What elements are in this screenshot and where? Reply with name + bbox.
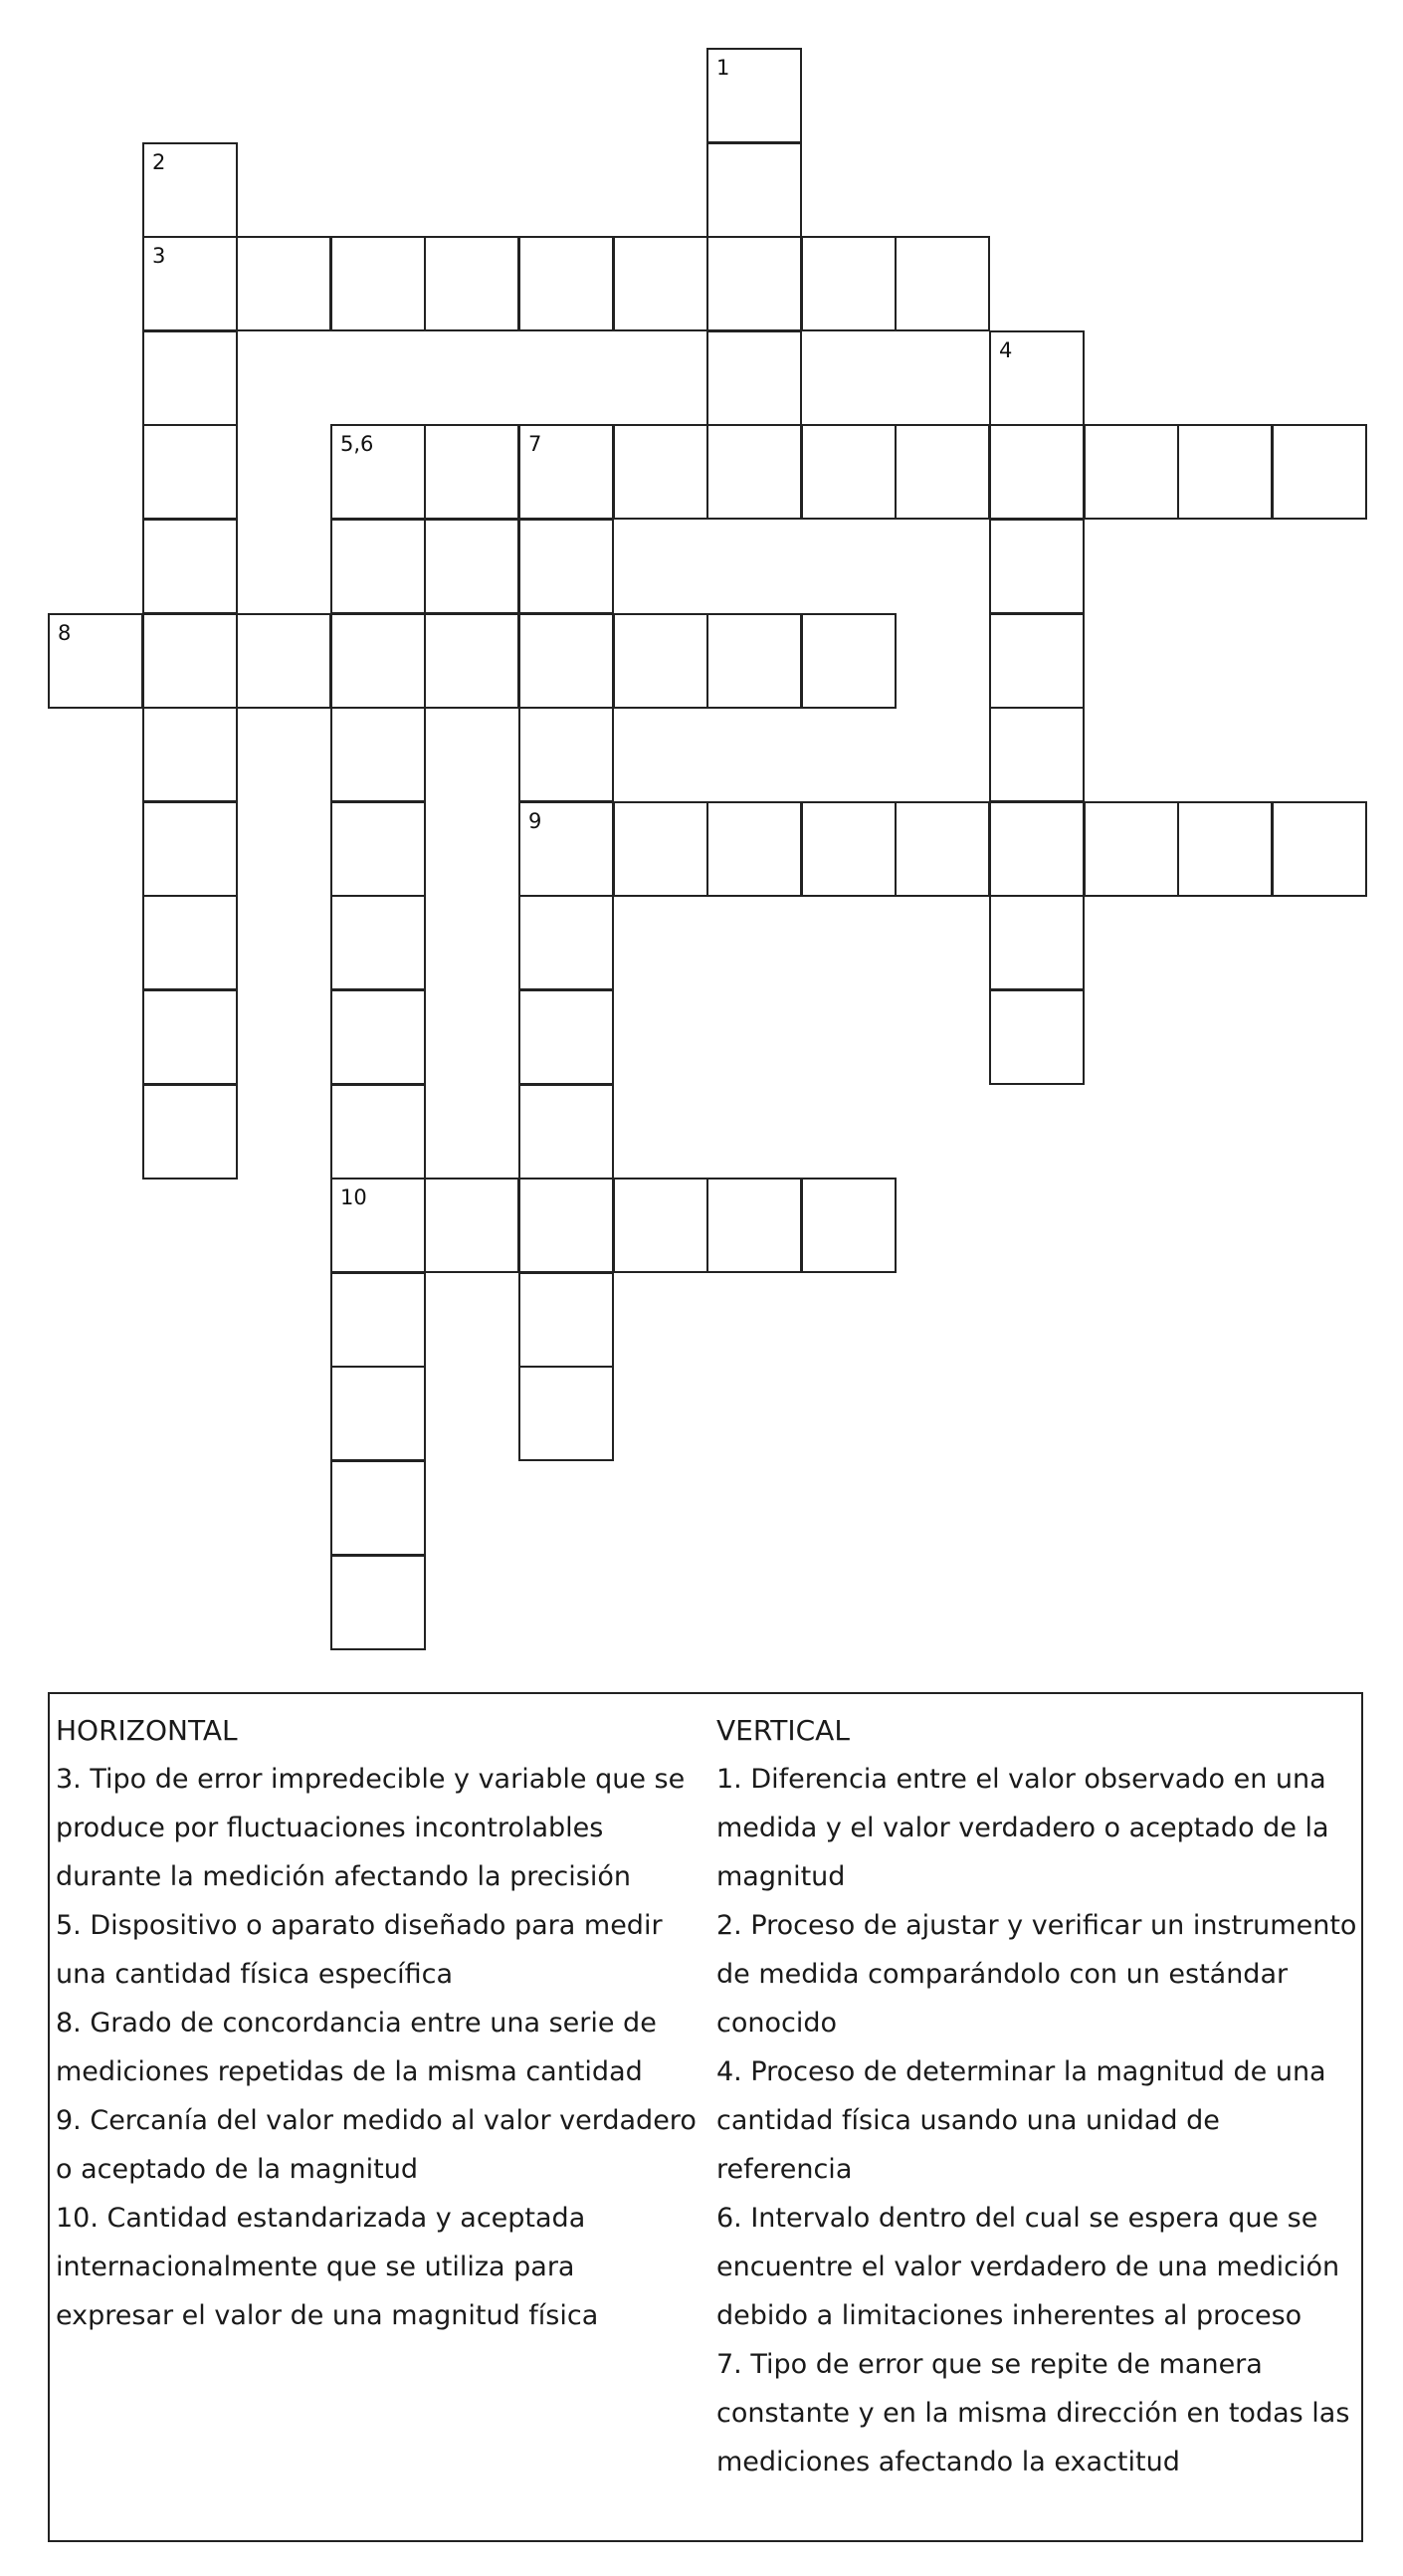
crossword-cell[interactable] — [895, 424, 990, 520]
crossword-cell[interactable] — [142, 424, 238, 520]
crossword-cell[interactable] — [801, 236, 897, 331]
crossword-cell[interactable] — [706, 801, 802, 897]
vertical-title: VERTICAL — [716, 1714, 850, 1747]
crossword-cell[interactable] — [613, 1178, 708, 1273]
crossword-cell[interactable] — [330, 424, 426, 520]
crossword-cell[interactable] — [142, 613, 238, 709]
horizontal-title: HORIZONTAL — [56, 1714, 238, 1747]
crossword-cell[interactable] — [706, 48, 802, 143]
crossword-cell[interactable] — [801, 1178, 897, 1273]
crossword-cell[interactable] — [424, 236, 519, 331]
crossword-cell[interactable] — [424, 1178, 519, 1273]
crossword-cell[interactable] — [706, 330, 802, 426]
clue-number: 7 — [528, 432, 542, 456]
clue-number: 3 — [152, 244, 166, 268]
crossword-cell[interactable] — [330, 236, 426, 331]
crossword-cell[interactable] — [330, 895, 426, 990]
crossword-cell[interactable] — [989, 989, 1085, 1085]
clue-line: o aceptado de la magnitud — [56, 2154, 419, 2185]
clue-line: 5. Dispositivo o aparato diseñado para medir — [56, 1910, 663, 1941]
crossword-cell[interactable] — [989, 707, 1085, 802]
clue-line: expresar el valor de una magnitud física — [56, 2300, 599, 2331]
crossword-cell[interactable] — [142, 707, 238, 802]
clue-line: una cantidad física específica — [56, 1959, 454, 1990]
clue-number: 4 — [999, 338, 1013, 362]
clue-line: constante y en la misma dirección en todas las — [716, 2398, 1350, 2429]
clue-number: 2 — [152, 150, 166, 174]
clue-line: 4. Proceso de determinar la magnitud de una — [716, 2056, 1326, 2087]
clue-line: produce por fluctuaciones incontrolables — [56, 1813, 604, 1843]
crossword-cell[interactable] — [518, 989, 614, 1085]
crossword-cell[interactable] — [613, 801, 708, 897]
crossword-cell[interactable] — [706, 613, 802, 709]
crossword-cell[interactable] — [330, 989, 426, 1085]
crossword-cell[interactable] — [1272, 424, 1367, 520]
crossword-cell[interactable] — [1177, 801, 1273, 897]
crossword-cell[interactable] — [424, 519, 519, 614]
clue-line: de medida comparándolo con un estándar — [716, 1959, 1289, 1990]
crossword-cell[interactable] — [330, 1460, 426, 1556]
horizontal-clues — [56, 1706, 702, 2340]
crossword-cell[interactable] — [706, 142, 802, 238]
crossword-cell[interactable] — [989, 895, 1085, 990]
crossword-cell[interactable] — [330, 519, 426, 614]
crossword-cell[interactable] — [989, 519, 1085, 614]
clue-number: 8 — [58, 621, 72, 645]
crossword-cell[interactable] — [518, 519, 614, 614]
crossword-cell[interactable] — [895, 801, 990, 897]
crossword-cell[interactable] — [801, 801, 897, 897]
crossword-cell[interactable] — [801, 424, 897, 520]
crossword-cell[interactable] — [518, 1272, 614, 1368]
crossword-cell[interactable] — [613, 236, 708, 331]
clue-line: durante la medición afectando la precisión — [56, 1861, 631, 1892]
crossword-cell[interactable] — [142, 236, 238, 331]
crossword-cell[interactable] — [48, 613, 143, 709]
crossword-cell[interactable] — [613, 613, 708, 709]
clues-panel — [48, 1692, 1363, 2542]
vertical-clues — [716, 1706, 1359, 2486]
crossword-cell[interactable] — [1177, 424, 1273, 520]
clue-line: referencia — [716, 2154, 853, 2185]
clue-line: 2. Proceso de ajustar y verificar un instrumento — [716, 1910, 1357, 1941]
clue-number: 10 — [340, 1185, 367, 1209]
crossword-cell[interactable] — [1084, 424, 1179, 520]
clue-line: mediciones repetidas de la misma cantidad — [56, 2056, 643, 2087]
crossword-cell[interactable] — [424, 424, 519, 520]
crossword-cell[interactable] — [518, 1084, 614, 1180]
clue-line: mediciones afectando la exactitud — [716, 2447, 1180, 2477]
crossword-cell[interactable] — [236, 236, 331, 331]
clue-line: 7. Tipo de error que se repite de manera — [716, 2349, 1263, 2380]
clue-line: cantidad física usando una unidad de — [716, 2105, 1220, 2136]
clue-line: 3. Tipo de error impredecible y variable que se — [56, 1764, 686, 1795]
crossword-cell[interactable] — [330, 1272, 426, 1368]
clue-line: conocido — [716, 2008, 837, 2039]
clue-number: 1 — [716, 56, 730, 80]
crossword-cell[interactable] — [142, 330, 238, 426]
crossword-cell[interactable] — [989, 613, 1085, 709]
crossword-cell[interactable] — [330, 613, 426, 709]
crossword-cell[interactable] — [895, 236, 990, 331]
clue-line: 6. Intervalo dentro del cual se espera que se — [716, 2203, 1318, 2234]
crossword-cell[interactable] — [613, 424, 708, 520]
crossword-cell[interactable] — [424, 613, 519, 709]
clue-line: 1. Diferencia entre el valor observado en una — [716, 1764, 1326, 1795]
crossword-cell[interactable] — [1272, 801, 1367, 897]
crossword-cell[interactable] — [706, 1178, 802, 1273]
crossword-cell[interactable] — [330, 707, 426, 802]
crossword-cell[interactable] — [330, 801, 426, 897]
crossword-cell[interactable] — [706, 424, 802, 520]
crossword-cell[interactable] — [142, 895, 238, 990]
crossword-cell[interactable] — [518, 895, 614, 990]
clue-line: 9. Cercanía del valor medido al valor verdadero — [56, 2105, 697, 2136]
clue-number: 9 — [528, 809, 542, 833]
crossword-cell[interactable] — [142, 142, 238, 238]
crossword-cell[interactable] — [142, 1084, 238, 1180]
crossword-cell[interactable] — [518, 236, 614, 331]
clue-line: medida y el valor verdadero o aceptado de la — [716, 1813, 1329, 1843]
crossword-cell[interactable] — [142, 989, 238, 1085]
crossword-cell[interactable] — [801, 613, 897, 709]
crossword-cell[interactable] — [518, 801, 614, 897]
crossword-cell[interactable] — [330, 1084, 426, 1180]
clue-line: encuentre el valor verdadero de una medición — [716, 2252, 1340, 2282]
clue-line: magnitud — [716, 1861, 846, 1892]
crossword-cell[interactable] — [518, 1178, 614, 1273]
crossword-cell[interactable] — [706, 236, 802, 331]
clue-line: 10. Cantidad estandarizada y aceptada — [56, 2203, 586, 2234]
clue-line: internacionalmente que se utiliza para — [56, 2252, 575, 2282]
clue-line: debido a limitaciones inherentes al proceso — [716, 2300, 1303, 2331]
clue-number: 5,6 — [340, 432, 374, 456]
crossword-cell[interactable] — [142, 801, 238, 897]
crossword-cell[interactable] — [989, 330, 1085, 426]
crossword-cell[interactable] — [330, 1555, 426, 1650]
crossword-cell[interactable] — [989, 424, 1085, 520]
crossword-cell[interactable] — [518, 1366, 614, 1461]
crossword-cell[interactable] — [330, 1366, 426, 1461]
crossword-cell[interactable] — [236, 613, 331, 709]
crossword-cell[interactable] — [518, 424, 614, 520]
crossword-cell[interactable] — [989, 801, 1085, 897]
crossword-cell[interactable] — [518, 613, 614, 709]
crossword-cell[interactable] — [1084, 801, 1179, 897]
clue-line: 8. Grado de concordancia entre una serie de — [56, 2008, 657, 2039]
crossword-cell[interactable] — [518, 707, 614, 802]
crossword-cell[interactable] — [330, 1178, 426, 1273]
crossword-cell[interactable] — [142, 519, 238, 614]
